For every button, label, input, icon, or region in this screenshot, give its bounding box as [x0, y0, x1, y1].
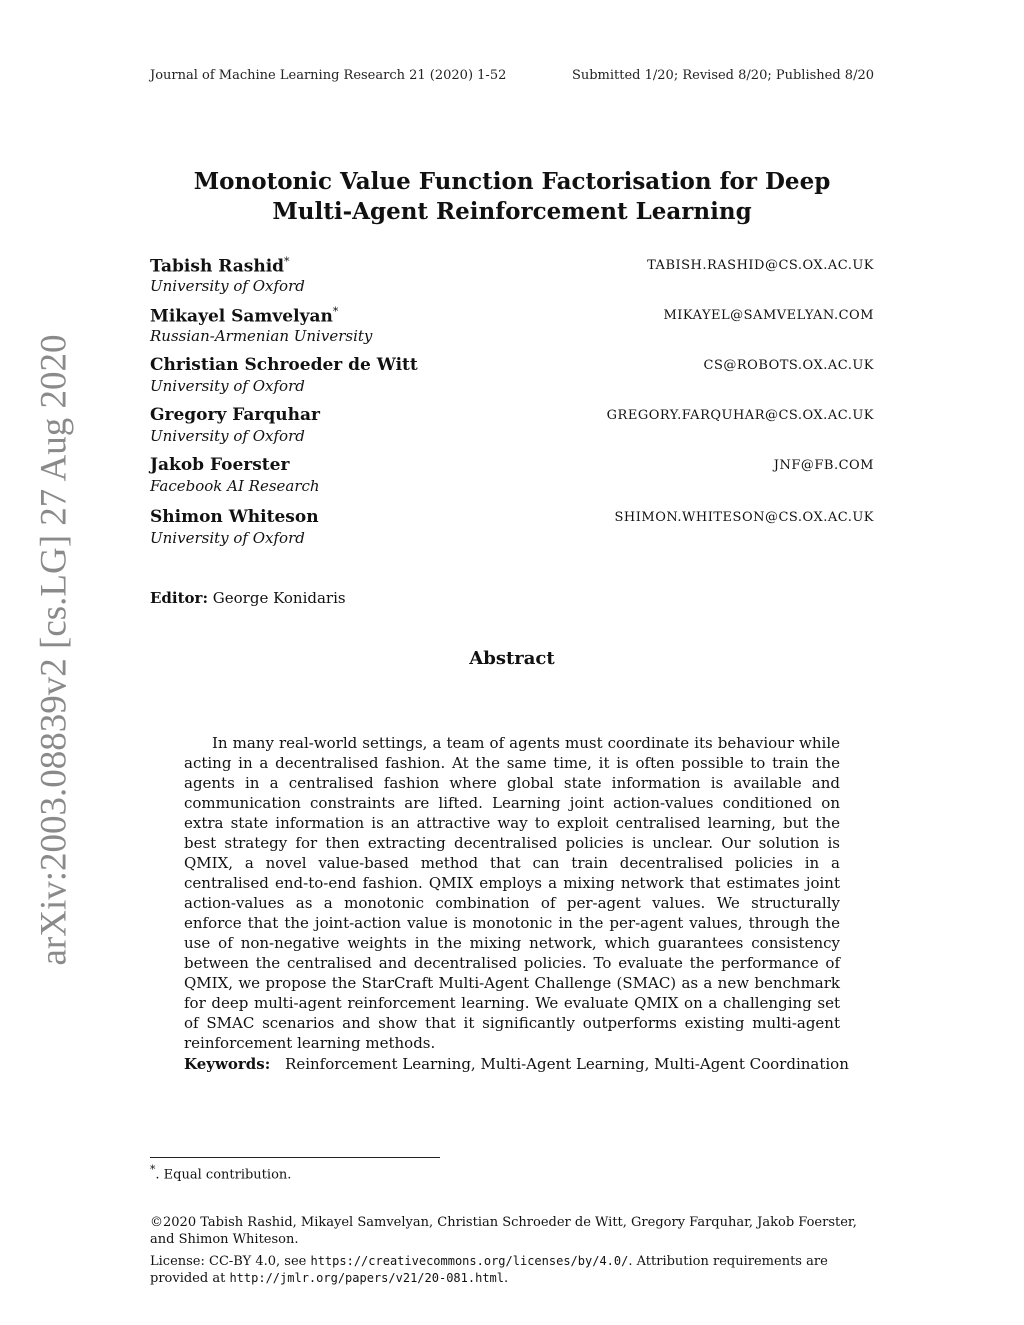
keywords-text: Reinforcement Learning, Multi-Agent Learning, Multi-Agent Coordination: [285, 1055, 849, 1073]
editor-line: [150, 589, 346, 607]
author-email: SHIMON.WHITESON@CS.OX.AC.UK: [614, 510, 874, 525]
author-affiliation: Facebook AI Research: [150, 477, 320, 495]
keywords-line: [184, 1055, 849, 1073]
abstract-heading: Abstract: [469, 648, 555, 669]
author-affiliation: Russian-Armenian University: [150, 327, 373, 345]
license-url-link[interactable]: https://creativecommons.org/licenses/by/4.0/: [310, 1254, 629, 1268]
author-name: Shimon Whiteson: [150, 507, 319, 527]
author-affiliation: University of Oxford: [150, 277, 305, 295]
editor-label: Editor:: [150, 589, 208, 607]
arxiv-stamp: arXiv:2003.08839v2 [cs.LG] 27 Aug 2020: [33, 334, 75, 966]
license-prefix: License: CC-BY 4.0, see: [150, 1254, 311, 1269]
license-middle: . Attribution requirements are provided at: [150, 1254, 828, 1286]
title-line-2: Multi-Agent Reinforcement Learning: [272, 198, 752, 225]
footnote-text: . Equal contribution.: [155, 1167, 292, 1183]
author-name: Tabish Rashid*: [150, 255, 290, 277]
author-name: Christian Schroeder de Witt: [150, 355, 418, 375]
title-line-1: Monotonic Value Function Factorisation for Deep: [193, 168, 831, 195]
author-name: Gregory Farquhar: [150, 405, 320, 425]
author-name: Jakob Foerster: [150, 455, 290, 475]
abstract-text: In many real-world settings, a team of agents must coordinate its behaviour while acting in a decentralised fashion. At the same time, it is often possible to train the agents in a centralised fashion where global state information is available and communication constraints are lifted. Learning joint action-values conditioned on extra state information is an attractive way to exploit centralised learning, but the best strategy for then extracting decentralised policies is unclear. Our solution is QMIX, a novel value-based method that can train decentralised policies in a centralised end-to-end fashion. QMIX employs a mixing network that estimates joint action-values as a monotonic combination of per-agent values. We structurally enforce that the joint-action value is monotonic in the per-agent values, through the use of non-negative weights in the mixing network, which guarantees consistency between the centralised and decentralised policies. To evaluate the performance of QMIX, we propose the StarCraft Multi-Agent Challenge (SMAC) as a new benchmark for deep multi-agent reinforcement learning. We evaluate QMIX on a challenging set of SMAC scenarios and show that it significantly outperforms existing multi-agent reinforcement learning methods.: [184, 734, 840, 1052]
author-affiliation: University of Oxford: [150, 529, 305, 547]
submission-dates: Submitted 1/20; Revised 8/20; Published 8/20: [571, 68, 874, 83]
footnote-mark: *: [150, 1163, 156, 1176]
footnote-rule: [150, 1157, 440, 1158]
equal-contribution-mark: *: [284, 255, 290, 268]
keywords-label: Keywords:: [184, 1055, 271, 1073]
paper-url-link[interactable]: http://jmlr.org/papers/v21/20-081.html: [229, 1271, 504, 1285]
license-suffix: .: [504, 1271, 509, 1286]
author-name: Mikayel Samvelyan*: [150, 305, 339, 327]
paper-title: [0, 167, 1024, 227]
equal-contribution-mark: *: [332, 305, 339, 318]
editor-name: George Konidaris: [212, 589, 346, 607]
author-email: JNF@FB.COM: [773, 458, 874, 473]
author-email: GREGORY.FARQUHAR@CS.OX.AC.UK: [606, 408, 874, 423]
journal-header: Journal of Machine Learning Research 21 (2020) 1-52: [150, 68, 507, 83]
footnote: [150, 1163, 291, 1182]
author-email: TABISH.RASHID@CS.OX.AC.UK: [647, 258, 874, 273]
author-email: CS@ROBOTS.OX.AC.UK: [703, 358, 874, 373]
author-email: MIKAYEL@SAMVELYAN.COM: [663, 308, 874, 323]
author-affiliation: University of Oxford: [150, 427, 305, 445]
author-affiliation: University of Oxford: [150, 377, 305, 395]
license-notice: [150, 1253, 874, 1287]
copyright-notice: ©2020 Tabish Rashid, Mikayel Samvelyan, Christian Schroeder de Witt, Gregory Farquhar, Jakob Foerster, and Shimon Whiteson.: [150, 1215, 857, 1247]
